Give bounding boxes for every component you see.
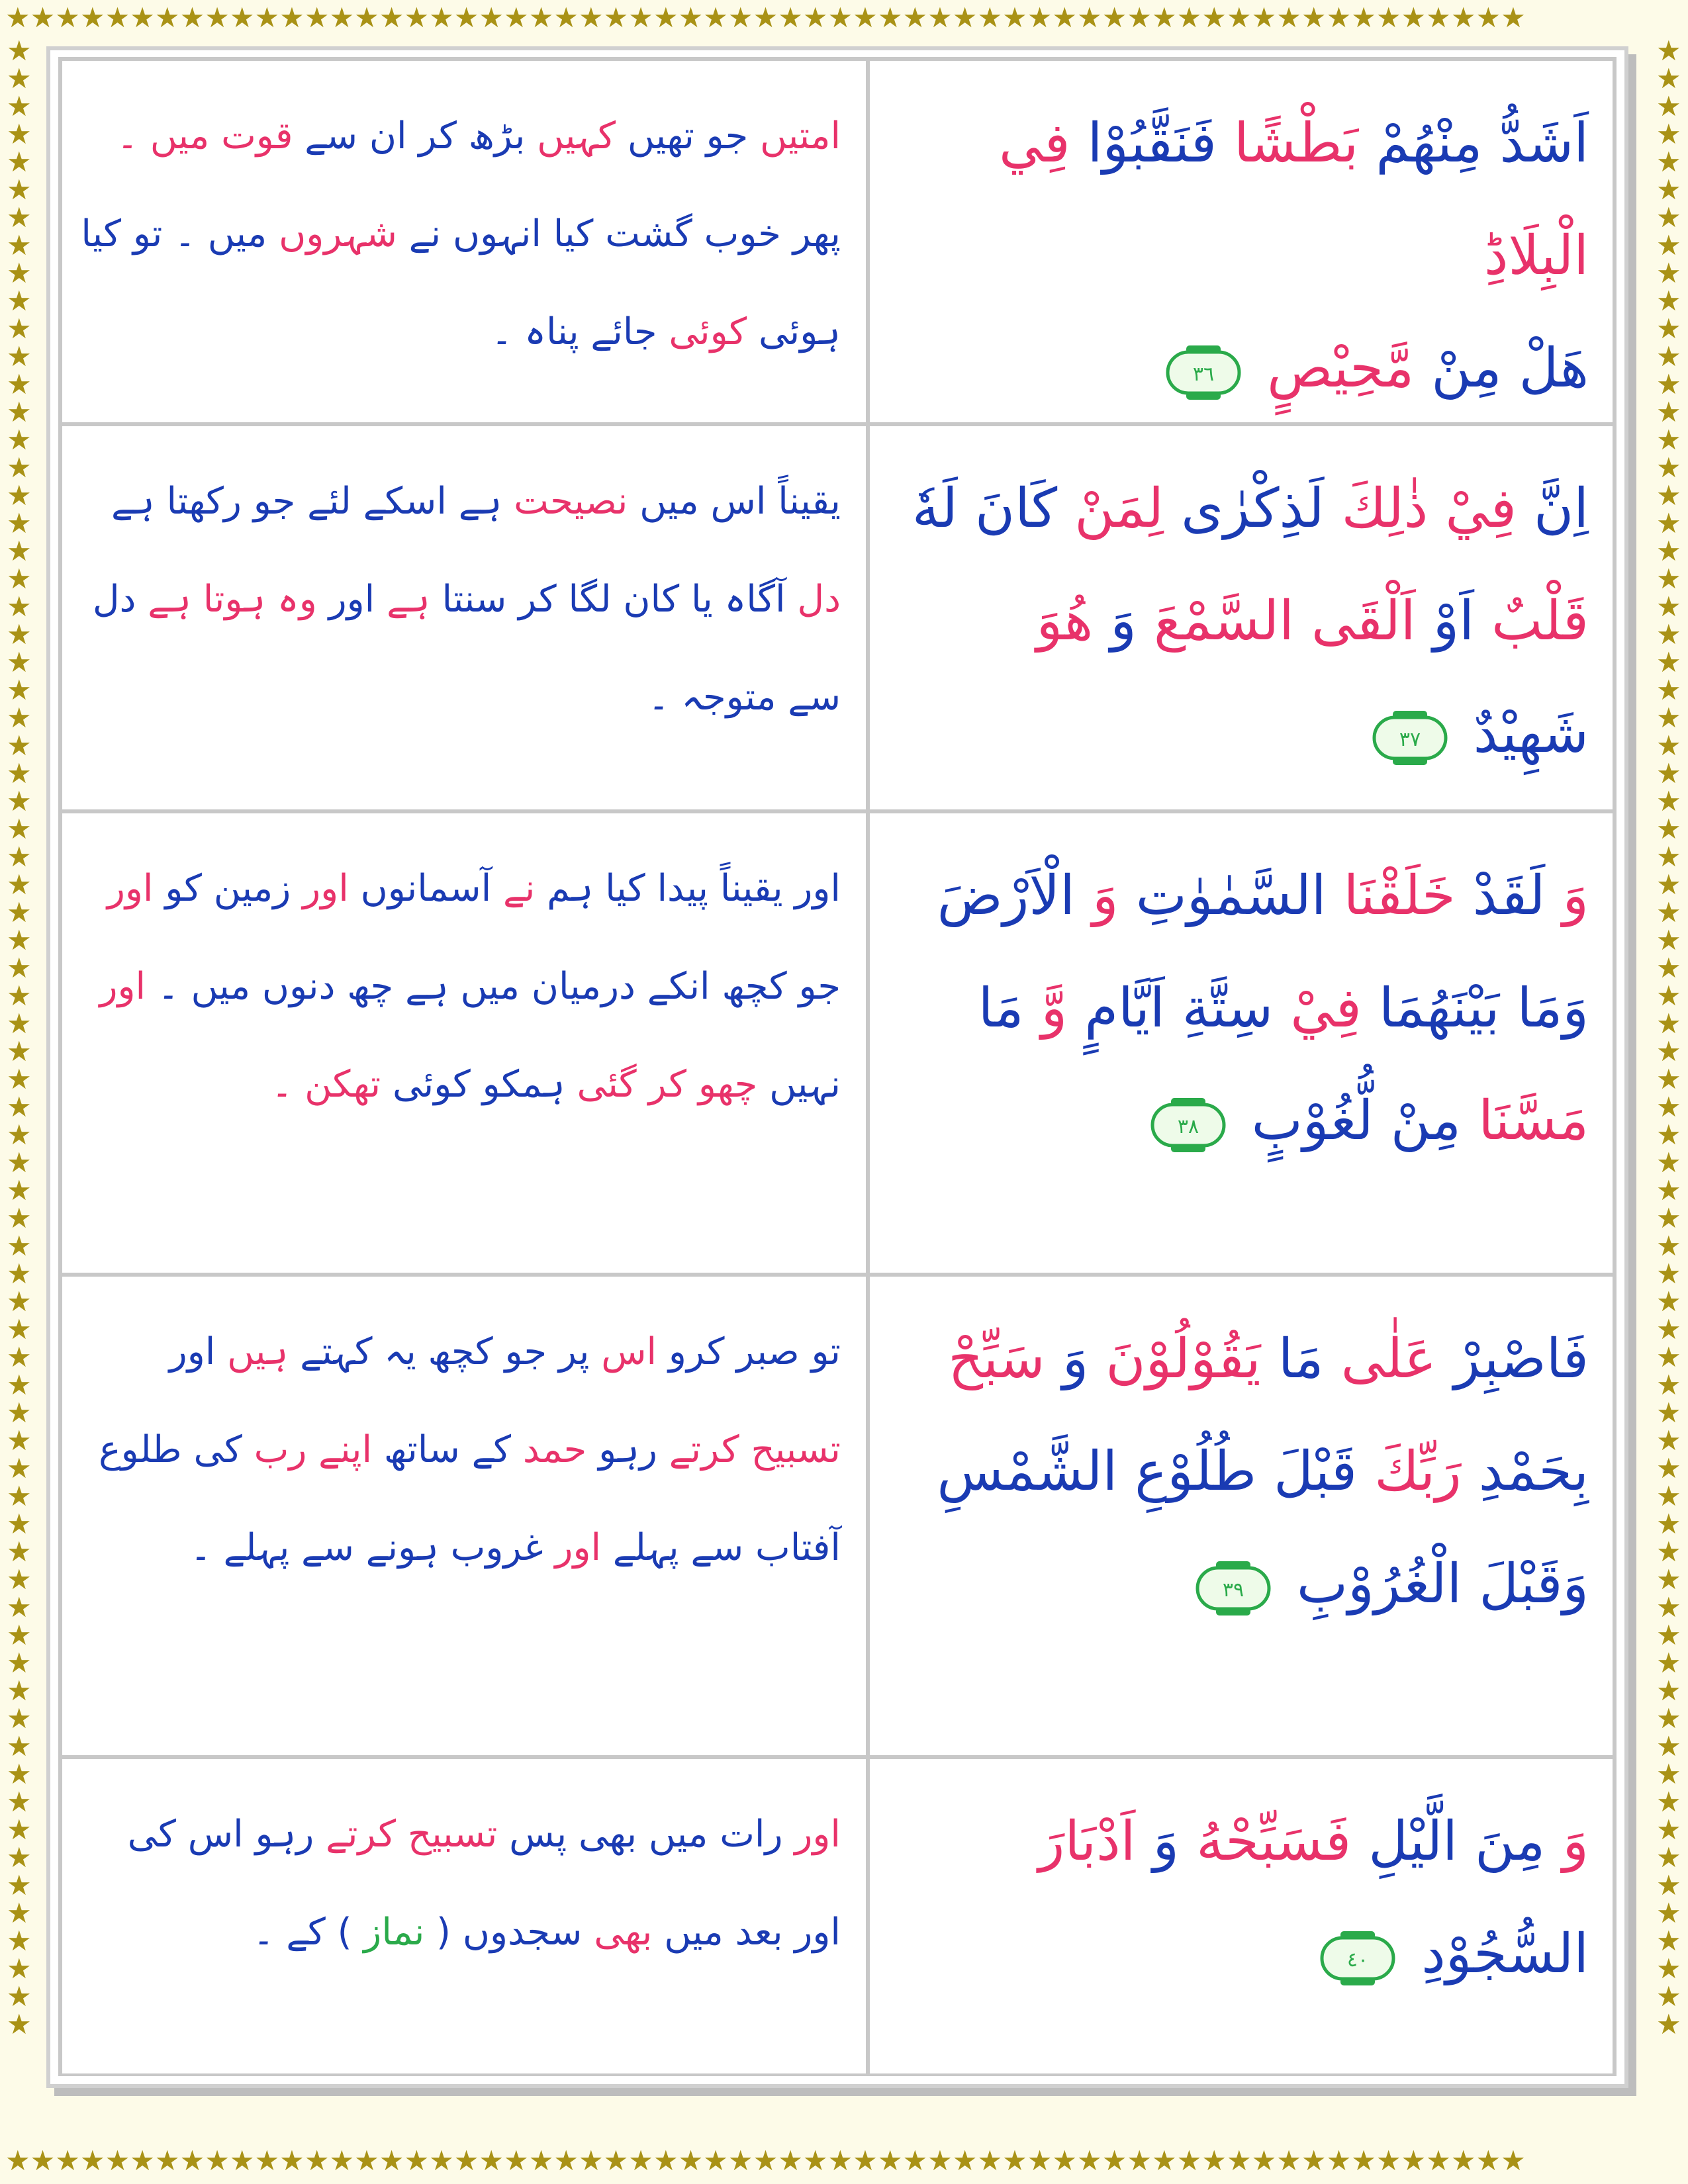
urdu-word: نے	[408, 212, 442, 255]
urdu-word: نہیں	[769, 1063, 841, 1106]
urdu-word: پر	[558, 1330, 590, 1373]
urdu-word: رب	[254, 1428, 307, 1471]
urdu-word: (	[436, 1911, 451, 1954]
urdu-word: میں	[639, 480, 699, 523]
arabic-word: يَقُوْلُوْنَ	[1105, 1328, 1261, 1390]
urdu-word: کچھ	[722, 965, 787, 1008]
arabic-word: السَّمْعَ	[1153, 590, 1294, 653]
urdu-word: سنتا	[442, 578, 507, 621]
urdu-word: سے	[690, 1526, 744, 1569]
arabic-word: السُّجُوْدِ	[1421, 1923, 1589, 1985]
urdu-word: جو	[706, 114, 749, 158]
urdu-word: ہے	[387, 578, 430, 621]
urdu-word: تسبیح	[751, 1428, 841, 1471]
urdu-word: پس	[509, 1813, 567, 1856]
urdu-word: ساتھ	[383, 1428, 460, 1471]
arabic-word: سِتَّةِ	[1182, 977, 1274, 1040]
arabic-word: وَ	[1562, 864, 1589, 927]
urdu-translation-37	[60, 424, 868, 811]
urdu-word: درمیان	[531, 965, 635, 1008]
arabic-word: شَهِيْدٌ	[1473, 702, 1589, 765]
urdu-word: رات	[720, 1813, 783, 1856]
urdu-word: تسبیح	[407, 1813, 498, 1856]
urdu-word: کیا	[553, 212, 594, 255]
arabic-word: هُوَ	[1036, 590, 1094, 653]
arabic-word: الشَّمْسِ	[937, 1440, 1118, 1503]
urdu-word: جو	[504, 1330, 547, 1373]
urdu-word: دنوں	[261, 965, 336, 1008]
urdu-word: میں	[648, 1813, 708, 1856]
urdu-word: انہوں	[452, 212, 541, 255]
urdu-word: جو رکھتا	[166, 480, 296, 523]
verse-number: ٣٩	[1222, 1578, 1244, 1602]
urdu-word: پھر خوب	[704, 212, 841, 255]
arabic-word: لِمَنْ	[1074, 477, 1164, 540]
arabic-word: السَّمٰوٰتِ	[1135, 864, 1327, 927]
urdu-word: صبر کرو	[668, 1330, 800, 1373]
star-border-bottom: ★★★★★★★★★★★★★★★★★★★★★★★★★★★★★★★★★★★★★★★★★★★★★★★★★★★★★★★★★★★★★	[5, 2147, 1526, 2177]
arabic-word: اَلْقَى	[1311, 590, 1416, 653]
urdu-word: میں	[664, 1911, 724, 1954]
arabic-word: بِحَمْدِ	[1478, 1440, 1589, 1503]
arabic-word: لَقَدْ	[1472, 864, 1546, 927]
arabic-word: قَبْلَ	[1274, 1440, 1358, 1503]
arabic-word: فَنَقَّبُوْا	[1087, 112, 1217, 175]
arabic-word: مَسَّنَا	[1478, 1089, 1589, 1152]
arabic-word: الْغُرُوْبِ	[1296, 1553, 1462, 1615]
arabic-verse-40	[868, 1757, 1615, 2075]
verse-number-marker-icon	[1149, 1095, 1228, 1155]
urdu-word: وہ ہوتا	[203, 578, 317, 621]
arabic-word: سَبِّحْ	[948, 1328, 1045, 1390]
arabic-word: بَطْشًا	[1234, 112, 1359, 175]
arabic-word: وَ	[1110, 590, 1137, 653]
urdu-word: طلوع	[99, 1428, 182, 1471]
urdu-word: نصیحت	[514, 480, 628, 523]
verse-number-marker-icon	[1370, 708, 1450, 768]
urdu-word: ہے	[405, 965, 449, 1008]
urdu-word: جائے	[590, 310, 657, 353]
urdu-word: لگا کر	[518, 578, 612, 621]
arabic-word: عَلٰى	[1340, 1328, 1437, 1390]
arabic-word: وَّ	[1041, 977, 1068, 1040]
urdu-word: بھی	[578, 1813, 637, 1856]
verse-number: ٣٦	[1192, 362, 1215, 386]
urdu-word: اور	[794, 1911, 841, 1954]
urdu-word: چھ	[347, 965, 394, 1008]
arabic-word: رَبِّكَ	[1374, 1440, 1462, 1503]
urdu-word: انکے	[647, 965, 710, 1008]
arabic-word: مِنْ	[1431, 337, 1502, 400]
urdu-word: رہو	[598, 1428, 657, 1471]
verse-number: ٣٨	[1177, 1115, 1199, 1138]
urdu-translation-38	[60, 811, 868, 1275]
urdu-word: غروب	[450, 1526, 543, 1569]
arabic-word: الْبِلَادِؕ	[1484, 224, 1589, 287]
verse-number: ٤٠	[1347, 1948, 1369, 1972]
urdu-word: پناہ ۔	[491, 310, 579, 353]
urdu-word: اس	[710, 480, 767, 523]
urdu-word: کہتے	[300, 1330, 373, 1373]
urdu-word: ان سے	[305, 114, 407, 158]
urdu-word: اور	[107, 867, 154, 910]
arabic-word: اَشَدُّ	[1499, 112, 1589, 175]
urdu-word: گشت	[605, 212, 692, 255]
arabic-word: لَذِكْرٰى	[1181, 477, 1325, 540]
urdu-word: حمد	[522, 1428, 587, 1471]
urdu-word: زمین	[213, 867, 291, 910]
urdu-word: چھو کر گئی	[577, 1063, 758, 1106]
page-frame	[46, 46, 1628, 2088]
urdu-word: میں	[460, 965, 520, 1008]
arabic-word: وَ	[1062, 1328, 1089, 1390]
verse-number-marker-icon	[1318, 1929, 1397, 1988]
urdu-word: ہمکو	[482, 1063, 565, 1106]
urdu-word: میں ۔	[157, 965, 251, 1008]
verse-number-marker-icon	[1194, 1559, 1273, 1618]
urdu-word: کے ۔	[252, 1911, 326, 1954]
arabic-verse-37	[868, 424, 1615, 811]
urdu-word: اور	[169, 1330, 216, 1373]
urdu-word: رہو	[255, 1813, 314, 1856]
urdu-word: سے	[788, 676, 841, 719]
arabic-word: وَمَا	[1517, 977, 1589, 1040]
urdu-word: کان	[623, 578, 680, 621]
urdu-word: اور	[328, 578, 375, 621]
arabic-word: لَهٗ	[912, 477, 958, 540]
urdu-word: اپنے	[318, 1428, 373, 1471]
urdu-word: پہلے ۔	[189, 1526, 290, 1569]
arabic-word: مَّحِيْصٍ	[1267, 337, 1415, 400]
urdu-word: کیا	[81, 212, 122, 255]
urdu-word: امتیں	[760, 114, 841, 158]
urdu-word: ہوئی	[758, 310, 841, 353]
arabic-word: فِيْ	[1290, 977, 1362, 1040]
urdu-word: آسمانوں	[360, 867, 492, 910]
star-border-left: ★★★★★★★★★★★★★★★★★★★★★★★★★★★★★★★★★★★★★★★★★★★★★★★★★★★★★★★★★★★★★★★★★★★★★★★★	[7, 37, 32, 2040]
urdu-word: )	[337, 1911, 352, 1954]
urdu-word: تھیں	[627, 114, 694, 158]
arabic-word: ذٰلِكَ	[1341, 477, 1429, 540]
urdu-word: متوجہ ۔	[647, 676, 776, 719]
arabic-word: مِنْ	[1390, 1089, 1462, 1152]
star-border-top: ★★★★★★★★★★★★★★★★★★★★★★★★★★★★★★★★★★★★★★★★★★★★★★★★★★★★★★★★★★★★★	[5, 4, 1526, 34]
urdu-word: قوت	[221, 114, 293, 158]
arabic-word: قَلْبٌ	[1491, 590, 1589, 653]
urdu-translation-36	[60, 59, 868, 424]
arabic-word: طُلُوْعِ	[1135, 1440, 1256, 1503]
urdu-word: اسکے	[363, 480, 447, 523]
arabic-word: فَسَبِّحْهُ	[1196, 1810, 1352, 1873]
arabic-word: فِي	[999, 112, 1070, 175]
urdu-word: نے	[502, 867, 536, 910]
arabic-word: فَاصْبِرْ	[1454, 1328, 1589, 1390]
urdu-translation-39	[60, 1275, 868, 1757]
verse-number: ٣٧	[1399, 727, 1421, 751]
arabic-word: بَيْنَهُمَا	[1378, 977, 1500, 1040]
urdu-word: کوئی	[392, 1063, 471, 1106]
urdu-word: ہے	[148, 578, 191, 621]
urdu-word: یہ	[384, 1330, 416, 1373]
urdu-word: کرتے	[326, 1813, 397, 1856]
urdu-translation-40	[60, 1757, 868, 2075]
urdu-word: یا	[691, 578, 713, 621]
verse-table	[58, 57, 1617, 2076]
star-border-right: ★★★★★★★★★★★★★★★★★★★★★★★★★★★★★★★★★★★★★★★★★★★★★★★★★★★★★★★★★★★★★★★★★★★★★★★★	[1656, 37, 1681, 2040]
arabic-word: مَا	[1278, 1328, 1324, 1390]
urdu-word: نماز	[363, 1911, 425, 1954]
arabic-word: خَلَقْنَا	[1343, 864, 1456, 927]
arabic-word: وَقَبْلَ	[1479, 1553, 1589, 1615]
arabic-word: هَلْ	[1519, 337, 1589, 400]
urdu-word: ہے	[458, 480, 502, 523]
arabic-verse-39	[868, 1275, 1615, 1757]
urdu-word: بڑھ کر	[418, 114, 526, 158]
arabic-word: كَانَ	[974, 477, 1058, 540]
arabic-word: وَ	[1152, 1810, 1180, 1873]
urdu-word: دل	[92, 578, 136, 621]
arabic-word: الَّيْلِ	[1368, 1810, 1458, 1873]
urdu-word: اور	[794, 867, 841, 910]
urdu-word: کو	[165, 867, 202, 910]
urdu-word: کہیں	[537, 114, 616, 158]
urdu-word: ہم	[547, 867, 594, 910]
verse-number-marker-icon	[1164, 343, 1243, 402]
urdu-word: یقیناً	[720, 867, 783, 910]
urdu-word: اور	[303, 867, 349, 910]
urdu-word: میں ۔	[117, 114, 210, 158]
arabic-verse-38	[868, 811, 1615, 1275]
urdu-word: اس	[601, 1330, 657, 1373]
urdu-word: کرتے	[669, 1428, 739, 1471]
urdu-word: سجدوں	[462, 1911, 583, 1954]
urdu-word: یقیناً	[778, 480, 841, 523]
arabic-word: مَا	[978, 977, 1024, 1040]
arabic-word: وَ	[1562, 1810, 1589, 1873]
urdu-word: بعد	[735, 1911, 783, 1954]
urdu-word: کوئی	[669, 310, 747, 353]
urdu-word: ہونے	[365, 1526, 439, 1569]
urdu-word: تھکن ۔	[271, 1063, 381, 1106]
urdu-word: سے	[301, 1526, 354, 1569]
arabic-word: اِنَّ	[1533, 477, 1589, 540]
urdu-word: ہے	[111, 480, 155, 523]
arabic-word: اَيَّامٍ	[1084, 977, 1165, 1040]
arabic-word: وَ	[1092, 864, 1119, 927]
urdu-word: دل	[797, 578, 841, 621]
arabic-word: الْاَرْضَ	[937, 864, 1075, 927]
urdu-word: تو	[811, 1330, 841, 1373]
urdu-word: پہلے	[612, 1526, 679, 1569]
arabic-word: مِنَ	[1474, 1810, 1546, 1873]
urdu-word: کی	[127, 1813, 176, 1856]
urdu-word: شہروں	[279, 212, 397, 255]
urdu-word: اس	[187, 1813, 244, 1856]
arabic-word: اَوْ	[1432, 590, 1475, 653]
urdu-word: لئے	[307, 480, 352, 523]
arabic-word: لُّغُوْبٍ	[1251, 1089, 1374, 1152]
urdu-word: اور	[99, 965, 146, 1008]
arabic-word: فِيْ	[1445, 477, 1517, 540]
urdu-word: اور	[555, 1526, 602, 1569]
urdu-word: ہیں	[227, 1330, 289, 1373]
arabic-word: مِنْهُمْ	[1376, 112, 1483, 175]
urdu-word: بھی	[594, 1911, 653, 1954]
urdu-word: میں ۔ تو	[132, 212, 267, 255]
urdu-word: پیدا کیا	[605, 867, 708, 910]
urdu-word: آفتاب	[755, 1526, 841, 1569]
urdu-word: اور	[794, 1813, 841, 1856]
urdu-word: کچھ	[428, 1330, 493, 1373]
urdu-word: جو	[798, 965, 841, 1008]
urdu-word: آگاہ	[724, 578, 786, 621]
arabic-verse-36	[868, 59, 1615, 424]
urdu-word: کی	[193, 1428, 242, 1471]
arabic-word: اَدْبَارَ	[1038, 1810, 1136, 1873]
urdu-word: کے	[471, 1428, 512, 1471]
